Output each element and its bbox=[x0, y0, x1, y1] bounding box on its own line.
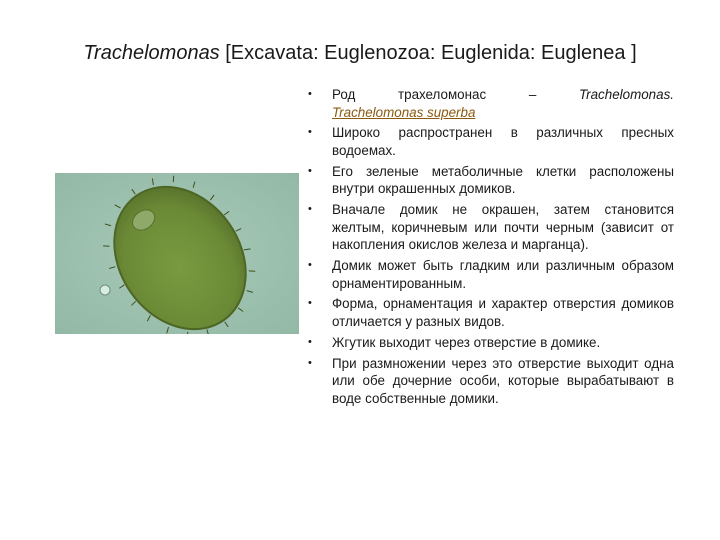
list-item bbox=[300, 86, 674, 121]
bullet-marker: • bbox=[308, 164, 312, 177]
title-genus: Trachelomonas bbox=[83, 42, 220, 64]
bullet-text: Вначале домик не окрашен, затем становится желтым, коричневым или почти черным (зависит от накопления окислов железа и марганца). bbox=[332, 202, 674, 253]
list-item bbox=[300, 355, 674, 408]
slide-title bbox=[0, 40, 720, 66]
list-item bbox=[300, 163, 674, 198]
genus-word: Род bbox=[332, 87, 356, 102]
bullet-text: Жгутик выходит через отверстие в домике. bbox=[332, 334, 601, 350]
bullet-text: Его зеленые метаболичные клетки расположены внутри окрашенных домиков. bbox=[332, 163, 674, 197]
title-classification: [Excavata: Euglenozoa: Euglenida: Euglenea ] bbox=[225, 42, 637, 64]
list-item bbox=[300, 124, 674, 159]
bullet-marker: • bbox=[308, 356, 312, 369]
bullet-marker: • bbox=[308, 259, 312, 272]
bullet-text: Домик может быть гладким или различным образом орнаментированным. bbox=[332, 258, 674, 291]
bullet-marker: • bbox=[308, 335, 312, 348]
bullet-list bbox=[300, 86, 674, 411]
genus-russian: трахеломонас bbox=[397, 87, 487, 102]
species-link[interactable]: Trachelomonas superba bbox=[332, 104, 476, 120]
genus-dash: – bbox=[528, 87, 537, 102]
bullet-text: При размножении через это отверстие выходит одна или обе дочерние особи, которые вырабатывают в воде собственные домики. bbox=[332, 355, 674, 406]
bullet-text: Форма, орнаментация и характер отверстия домиков отличается у разных видов. bbox=[332, 296, 674, 330]
genus-latin: Trachelomonas. bbox=[578, 87, 674, 102]
list-item bbox=[300, 201, 674, 254]
bullet-marker: • bbox=[308, 203, 312, 216]
bullet-marker: • bbox=[308, 88, 312, 100]
bullet-marker: • bbox=[308, 297, 312, 310]
bullet-marker: • bbox=[308, 126, 312, 139]
list-item bbox=[300, 295, 674, 330]
list-item bbox=[300, 257, 674, 292]
bullet-text: Широко распространен в различных пресных водоемах. bbox=[332, 125, 674, 158]
list-item bbox=[300, 334, 674, 352]
trachelomonas-micrograph bbox=[55, 173, 299, 334]
